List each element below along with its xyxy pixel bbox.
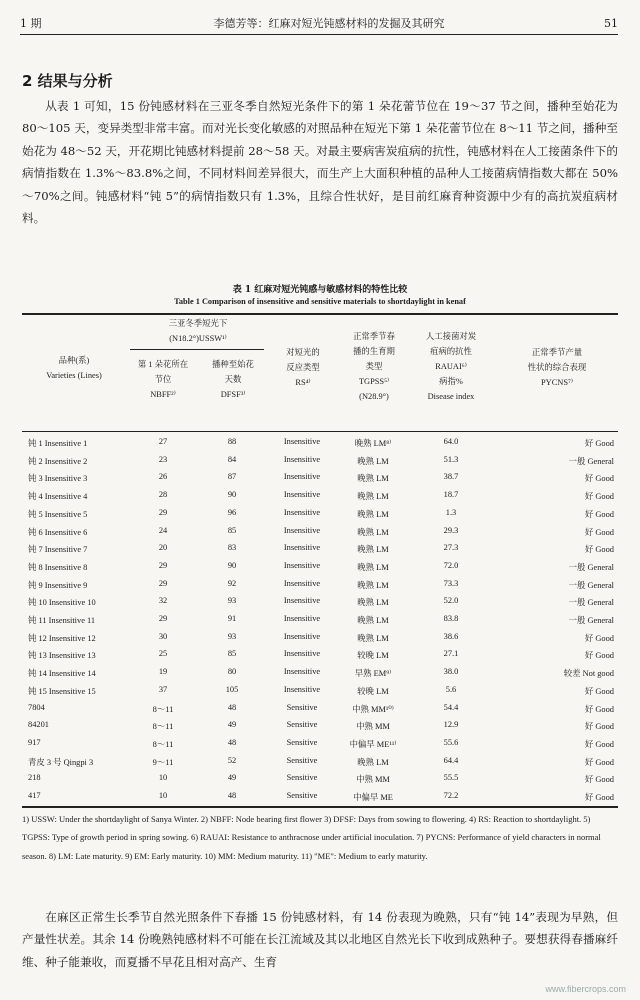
cell-dfsf: 87 bbox=[227, 472, 237, 482]
header-variety: 品种(系) Varieties (Lines) bbox=[46, 356, 102, 380]
cell-dfsf: 48 bbox=[227, 702, 237, 712]
cell-tgpss: 中熟 MM¹⁰⁾ bbox=[352, 704, 394, 714]
cell-dfsf: 92 bbox=[227, 578, 237, 588]
running-header bbox=[20, 12, 618, 35]
cell-nbff: 29 bbox=[158, 507, 168, 517]
cell-rs: Insensitive bbox=[283, 454, 321, 464]
cell-nbff: 23 bbox=[158, 454, 168, 464]
cell-di: 54.4 bbox=[443, 702, 459, 712]
cell-nbff: 25 bbox=[158, 649, 168, 659]
table-footnotes: 1) USSW: Under the shortdaylight of Sanya Winter. 2) NBFF: Node bearing first flower 3) DFSF: Days from sowing to flowering. 4) RS: Reaction to shortdaylight. 5) TGPSS: Type of growth period in spring sowing. 6) RAUAI: Resistance to anthracnose under artificial inoculation. 7) PYCNS: Performance of yield characters in normal season. 8) LM: Late maturity. 9) EM: Early maturity. 10) MM: Medium maturity. 11) "ME": Medium to early maturity. bbox=[22, 814, 601, 861]
cell-dfsf: 52 bbox=[227, 755, 237, 765]
cell-pycns: 好 Good bbox=[584, 509, 614, 519]
cell-pycns: 一般 General bbox=[568, 616, 614, 625]
cell-pycns: 一般 General bbox=[568, 598, 614, 608]
cell-tgpss: 较晚 LM bbox=[357, 651, 389, 661]
cell-pycns: 好 Good bbox=[584, 757, 614, 767]
cell-dfsf: 105 bbox=[225, 684, 239, 694]
table-caption-en: Table 1 Comparison of insensitive and sensitive materials to shortdaylight in kenaf bbox=[174, 297, 466, 306]
cell-tgpss: 中偏早 ME bbox=[353, 793, 393, 802]
cell-nbff: 24 bbox=[158, 525, 168, 535]
table-row bbox=[22, 524, 618, 542]
cell-dfsf: 88 bbox=[227, 437, 237, 446]
cell-di: 55.6 bbox=[443, 737, 459, 747]
continuation-paragraph: 在麻区正常生长季节自然光照条件下春播 15 份钝感材料，有 14 份表现为晚熟，只有“钝 14”表现为早熟，但产量性状差。其余 14 份晚熟钝感材料不可能在长江流域及其以北地区自然光长下收到成熟种子。要想获得春播麻纤维、种子能兼收，而夏播不早花且相对高产、生育 bbox=[22, 910, 618, 969]
cell-nbff: 30 bbox=[158, 631, 168, 641]
cell-variety: 钝 3 Insensitive 3 bbox=[28, 474, 88, 484]
header-pycns: 正常季节产量 性状的综合表现 PYCNS⁷⁾ bbox=[527, 348, 587, 387]
cell-pycns: 好 Good bbox=[584, 722, 614, 732]
table-row bbox=[22, 453, 618, 471]
cell-pycns: 好 Good bbox=[584, 739, 614, 749]
cell-pycns: 好 Good bbox=[584, 439, 614, 448]
cell-nbff: 26 bbox=[158, 472, 168, 482]
cell-nbff: 10 bbox=[158, 791, 168, 800]
running-title: 李德芳等：红麻对短光钝感材料的发掘及其研究 bbox=[213, 17, 445, 30]
table-bottom-rule bbox=[22, 806, 618, 808]
cell-rs: Insensitive bbox=[283, 596, 321, 606]
cell-tgpss: 中熟 MM bbox=[356, 775, 390, 785]
table-row bbox=[22, 577, 618, 595]
cell-dfsf: 93 bbox=[227, 631, 237, 641]
cell-nbff: 37 bbox=[158, 684, 168, 694]
cell-di: 38.0 bbox=[443, 667, 459, 677]
cell-rs: Sensitive bbox=[286, 720, 318, 730]
cell-variety: 钝 15 Insensitive 15 bbox=[28, 686, 96, 696]
cell-nbff: 32 bbox=[158, 596, 168, 606]
table-row bbox=[22, 647, 618, 665]
header-raui: 人工接菌对炭 疽病的抗性 RAUAI⁶⁾ 病指% Disease index bbox=[425, 332, 477, 401]
cell-tgpss: 晚熟 LM bbox=[357, 633, 389, 643]
cell-di: 5.6 bbox=[445, 684, 457, 694]
cell-pycns: 较差 Not good bbox=[563, 669, 614, 679]
cell-dfsf: 91 bbox=[227, 614, 237, 623]
table-top-rule bbox=[22, 313, 618, 315]
cell-dfsf: 93 bbox=[227, 596, 237, 606]
cell-di: 64.4 bbox=[443, 755, 459, 765]
header-dfsf: 播种至始花 天数 DFSF³⁾ bbox=[212, 360, 254, 399]
cell-tgpss: 晚熟 LM bbox=[357, 492, 389, 502]
cell-rs: Sensitive bbox=[286, 773, 318, 783]
table-row bbox=[22, 736, 618, 754]
cell-di: 27.3 bbox=[443, 543, 459, 553]
issue-label: 1 期 bbox=[20, 17, 42, 30]
cell-tgpss: 中熟 MM bbox=[356, 722, 390, 732]
cell-nbff: 9～11 bbox=[152, 757, 174, 767]
cell-tgpss: 较晚 LM bbox=[357, 686, 389, 696]
cell-di: 83.8 bbox=[443, 614, 459, 623]
table-row bbox=[22, 435, 618, 453]
cell-nbff: 8～11 bbox=[152, 739, 174, 749]
cell-dfsf: 85 bbox=[227, 525, 237, 535]
cell-di: 64.0 bbox=[443, 437, 459, 446]
cell-variety: 青皮 3 号 Qingpi 3 bbox=[28, 757, 94, 767]
cell-pycns: 好 Good bbox=[584, 651, 614, 661]
table-row bbox=[22, 665, 618, 683]
cell-variety: 417 bbox=[28, 791, 41, 800]
cell-rs: Insensitive bbox=[283, 490, 321, 500]
cell-pycns: 一般 General bbox=[568, 456, 614, 466]
cell-variety: 218 bbox=[28, 773, 41, 783]
cell-dfsf: 90 bbox=[227, 490, 237, 500]
cell-variety: 钝 2 Insensitive 2 bbox=[28, 456, 88, 466]
cell-tgpss: 晚熟 LM bbox=[357, 509, 389, 519]
cell-nbff: 27 bbox=[158, 437, 168, 446]
cell-pycns: 一般 General bbox=[568, 562, 614, 572]
cell-di: 12.9 bbox=[443, 720, 459, 730]
cell-tgpss: 晚熟 LM bbox=[357, 545, 389, 555]
table-row bbox=[22, 612, 618, 630]
table-row bbox=[22, 559, 618, 577]
cell-rs: Sensitive bbox=[286, 737, 318, 747]
cell-rs: Sensitive bbox=[286, 702, 318, 712]
cell-tgpss: 晚熟 LM bbox=[357, 456, 389, 466]
header-rs: 对短光的 反应类型 RS⁴⁾ bbox=[286, 348, 320, 387]
section-title: 2 结果与分析 bbox=[22, 72, 113, 90]
table-row bbox=[22, 506, 618, 524]
cell-rs: Sensitive bbox=[286, 791, 318, 800]
cell-pycns: 一般 General bbox=[568, 580, 614, 590]
cell-rs: Insensitive bbox=[283, 667, 321, 677]
cell-variety: 钝 11 Insensitive 11 bbox=[28, 616, 96, 625]
cell-nbff: 29 bbox=[158, 614, 168, 623]
cell-dfsf: 90 bbox=[227, 560, 237, 570]
cell-pycns: 好 Good bbox=[584, 775, 614, 785]
cell-variety: 7804 bbox=[28, 702, 45, 712]
cell-pycns: 好 Good bbox=[584, 793, 614, 802]
cell-rs: Insensitive bbox=[283, 525, 321, 535]
table-row bbox=[22, 771, 618, 789]
cell-nbff: 8～11 bbox=[152, 704, 174, 714]
cell-dfsf: 85 bbox=[227, 649, 237, 659]
cell-rs: Insensitive bbox=[283, 543, 321, 553]
cell-dfsf: 96 bbox=[227, 507, 237, 517]
cell-variety: 钝 9 Insensitive 9 bbox=[28, 580, 88, 590]
cell-rs: Sensitive bbox=[286, 755, 318, 765]
cell-dfsf: 49 bbox=[227, 773, 237, 783]
cell-tgpss: 晚熟 LM bbox=[357, 598, 389, 608]
cell-nbff: 29 bbox=[158, 560, 168, 570]
cell-pycns: 好 Good bbox=[584, 633, 614, 643]
cell-variety: 钝 10 Insensitive 10 bbox=[28, 598, 96, 608]
cell-tgpss: 中偏早 ME¹¹⁾ bbox=[349, 739, 397, 749]
cell-tgpss: 晚熟 LM bbox=[357, 527, 389, 537]
cell-nbff: 29 bbox=[158, 578, 168, 588]
cell-di: 27.1 bbox=[443, 649, 459, 659]
table-row bbox=[22, 541, 618, 559]
cell-variety: 钝 14 Insensitive 14 bbox=[28, 669, 96, 679]
cell-dfsf: 48 bbox=[227, 791, 237, 800]
cell-di: 1.3 bbox=[445, 507, 457, 517]
cell-variety: 钝 12 Insensitive 12 bbox=[28, 633, 96, 643]
table-row bbox=[22, 470, 618, 488]
cell-di: 55.5 bbox=[443, 773, 459, 783]
cell-rs: Insensitive bbox=[283, 649, 321, 659]
cell-tgpss: 晚熟 LM bbox=[357, 562, 389, 572]
page-number: 51 bbox=[604, 16, 618, 30]
cell-dfsf: 49 bbox=[227, 720, 237, 730]
cell-variety: 84201 bbox=[28, 720, 49, 730]
cell-pycns: 好 Good bbox=[584, 527, 614, 537]
cell-rs: Insensitive bbox=[283, 437, 321, 446]
cell-pycns: 好 Good bbox=[584, 686, 614, 696]
cell-variety: 917 bbox=[28, 737, 41, 747]
cell-pycns: 好 Good bbox=[584, 474, 614, 484]
cell-di: 51.3 bbox=[443, 454, 459, 464]
cell-variety: 钝 13 Insensitive 13 bbox=[28, 651, 96, 661]
header-sanya-group: 三亚冬季短光下 (N18.2°)USSW¹⁾ bbox=[168, 319, 228, 343]
table-caption-zh: 表 1 红麻对短光钝感与敏感材料的特性比较 bbox=[232, 285, 408, 295]
cell-rs: Insensitive bbox=[283, 631, 321, 641]
cell-nbff: 28 bbox=[158, 490, 168, 500]
cell-nbff: 8～11 bbox=[152, 722, 174, 732]
cell-rs: Insensitive bbox=[283, 507, 321, 517]
table-header-rule bbox=[22, 431, 618, 432]
header-group-rule bbox=[130, 349, 264, 350]
cell-tgpss: 晚熟 LM bbox=[357, 474, 389, 484]
cell-variety: 钝 5 Insensitive 5 bbox=[28, 509, 88, 519]
cell-variety: 钝 6 Insensitive 6 bbox=[28, 527, 88, 537]
cell-variety: 钝 1 Insensitive 1 bbox=[28, 439, 88, 448]
cell-tgpss: 晚熟 LM⁸⁾ bbox=[354, 439, 392, 448]
cell-dfsf: 84 bbox=[227, 454, 237, 464]
table-row bbox=[22, 488, 618, 506]
table-row bbox=[22, 630, 618, 648]
cell-rs: Insensitive bbox=[283, 472, 321, 482]
cell-di: 18.7 bbox=[443, 490, 459, 500]
table-row bbox=[22, 683, 618, 701]
cell-tgpss: 晚熟 LM bbox=[357, 616, 389, 625]
cell-rs: Insensitive bbox=[283, 684, 321, 694]
cell-tgpss: 晚熟 LM bbox=[357, 757, 389, 767]
cell-di: 72.0 bbox=[443, 560, 459, 570]
cell-di: 38.6 bbox=[443, 631, 459, 641]
watermark: www.fibercrops.com bbox=[545, 984, 626, 994]
cell-dfsf: 83 bbox=[227, 543, 237, 553]
cell-di: 73.3 bbox=[443, 578, 459, 588]
header-tgpss: 正常季节春 播的生育期 类型 TGPSS⁵⁾ (N28.9°) bbox=[353, 332, 395, 401]
cell-rs: Insensitive bbox=[283, 614, 321, 623]
cell-di: 29.3 bbox=[443, 525, 459, 535]
cell-pycns: 好 Good bbox=[584, 704, 614, 714]
cell-variety: 钝 7 Insensitive 7 bbox=[28, 545, 88, 555]
cell-nbff: 10 bbox=[158, 773, 168, 783]
table-row bbox=[22, 594, 618, 612]
cell-nbff: 20 bbox=[158, 543, 168, 553]
results-paragraph: 从表 1 可知，15 份钝感材料在三亚冬季自然短光条件下的第 1 朵花蕾节位在 19～37 节之间，播种至始花为 80～105 天，变异类型非常丰富。而对光长变化敏感的对照品种在短光下第 1 朵花蕾节位在 8～11 节之间，播种至始花为 48～52 天，开花期比钝感材料提前 28～58 天。对最主要病害炭疽病的抗性，钝感材料在人工接菌条件下的病情指数在 1.3%～83.8%之间，不同材料间差异很大，而生产上大面积种植的品种人工接菌病情指数大都在 50%～70%之间。钝感材料“钝 5”的病情指数只有 1.3%，且综合性状好，是目前红麻育种资源中少有的高抗炭疽病材料。 bbox=[22, 99, 618, 226]
table-row bbox=[22, 718, 618, 736]
cell-di: 52.0 bbox=[443, 596, 459, 606]
header-nbff: 第 1 朵花所在 节位 NBFF²⁾ bbox=[137, 360, 189, 399]
cell-di: 72.2 bbox=[443, 791, 459, 800]
table-row bbox=[22, 701, 618, 719]
cell-tgpss: 早熟 EM⁹⁾ bbox=[354, 669, 392, 679]
cell-tgpss: 晚熟 LM bbox=[357, 580, 389, 590]
cell-rs: Insensitive bbox=[283, 578, 321, 588]
cell-nbff: 19 bbox=[158, 667, 168, 677]
cell-variety: 钝 8 Insensitive 8 bbox=[28, 562, 88, 572]
cell-pycns: 好 Good bbox=[584, 545, 614, 555]
table-row bbox=[22, 754, 618, 772]
cell-dfsf: 48 bbox=[227, 737, 237, 747]
table-row bbox=[22, 789, 618, 807]
cell-di: 38.7 bbox=[443, 472, 459, 482]
cell-dfsf: 80 bbox=[227, 667, 237, 677]
cell-variety: 钝 4 Insensitive 4 bbox=[28, 492, 88, 502]
cell-rs: Insensitive bbox=[283, 560, 321, 570]
cell-pycns: 好 Good bbox=[584, 492, 614, 502]
